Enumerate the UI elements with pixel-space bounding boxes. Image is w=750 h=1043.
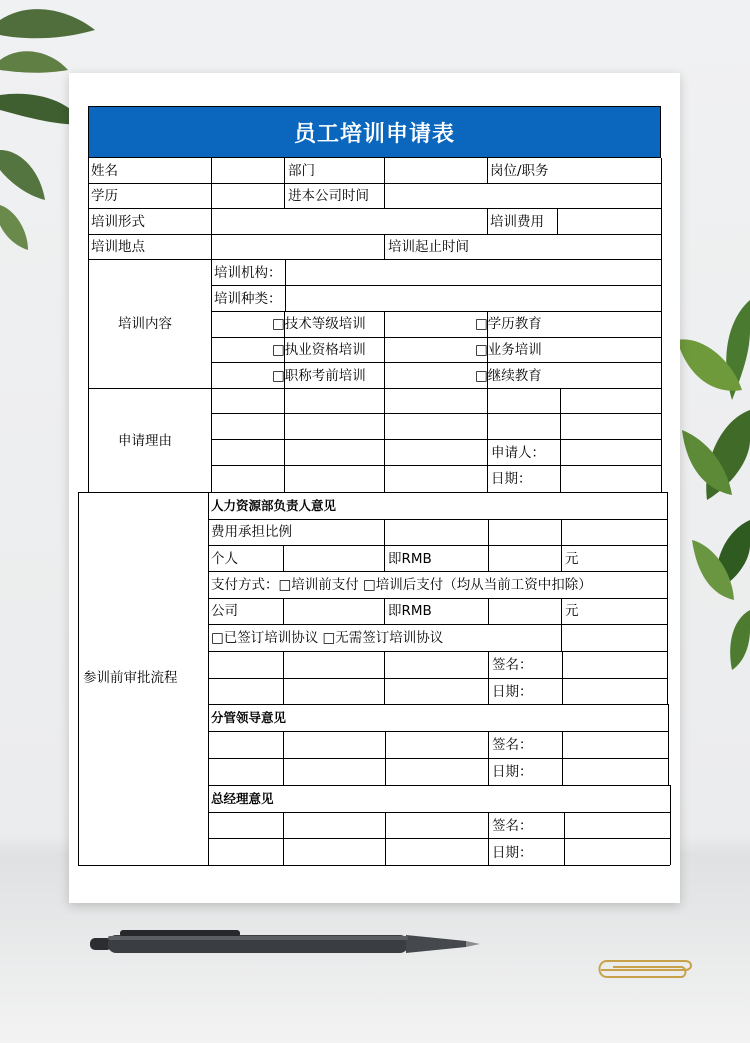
- gm-opinion-heading: 总经理意见: [211, 791, 274, 806]
- label-gm-date: 日期：: [492, 845, 533, 861]
- label-training-content: 培训内容: [118, 316, 172, 332]
- label-training-form: 培训形式: [91, 214, 145, 230]
- label-training-org: 培训机构：: [214, 265, 282, 281]
- label-department: 部门: [288, 163, 315, 179]
- option-technical-grade[interactable]: □技术等级培训: [272, 316, 366, 332]
- option-business-training[interactable]: □业务培训: [475, 342, 542, 358]
- agreement-options[interactable]: □已签订培训协议 □无需签订培训协议: [211, 630, 444, 646]
- label-name: 姓名: [91, 163, 118, 179]
- label-training-period: 培训起止时间: [388, 239, 469, 255]
- label-company: 公司: [211, 603, 238, 619]
- paperclip-image: [593, 957, 697, 987]
- label-rmb-personal: 即RMB: [388, 551, 432, 567]
- label-applicant: 申请人：: [491, 445, 545, 461]
- label-cost-ratio: 费用承担比例: [211, 524, 292, 540]
- label-personal: 个人: [211, 551, 238, 567]
- form-title: 员工培训申请表: [88, 106, 661, 158]
- label-training-type: 培训种类：: [214, 291, 282, 307]
- label-rmb-company: 即RMB: [388, 603, 432, 619]
- label-position: 岗位/职务: [490, 163, 549, 179]
- payment-method-options[interactable]: 支付方式：□培训前支付 □培训后支付（均从当前工资中扣除）: [211, 577, 592, 593]
- hr-head-opinion-heading: 人力资源部负责人意见: [211, 498, 337, 513]
- label-yuan-personal: 元: [565, 551, 579, 567]
- label-deputy-date: 日期：: [492, 764, 533, 780]
- label-application-reason: 申请理由: [118, 433, 172, 449]
- label-education: 学历: [91, 188, 118, 204]
- option-continuing-education[interactable]: □继续教育: [475, 368, 542, 384]
- option-academic-education[interactable]: □学历教育: [475, 316, 542, 332]
- label-reason-date: 日期：: [491, 471, 532, 487]
- pen-image: [90, 930, 482, 964]
- label-gm-sign: 签名：: [492, 818, 533, 834]
- label-training-fee: 培训费用: [490, 214, 544, 230]
- option-professional-qualification[interactable]: □执业资格培训: [272, 342, 366, 358]
- label-join-time: 进本公司时间: [288, 188, 369, 204]
- label-hr-date: 日期：: [492, 684, 533, 700]
- label-approval-process: 参训前审批流程: [83, 670, 178, 686]
- option-title-exam-prep[interactable]: □职称考前培训: [272, 368, 366, 384]
- label-deputy-sign: 签名：: [492, 737, 533, 753]
- label-training-location: 培训地点: [91, 239, 145, 255]
- label-yuan-company: 元: [565, 603, 579, 619]
- label-hr-sign: 签名：: [492, 657, 533, 673]
- deputy-leader-opinion-heading: 分管领导意见: [211, 710, 287, 725]
